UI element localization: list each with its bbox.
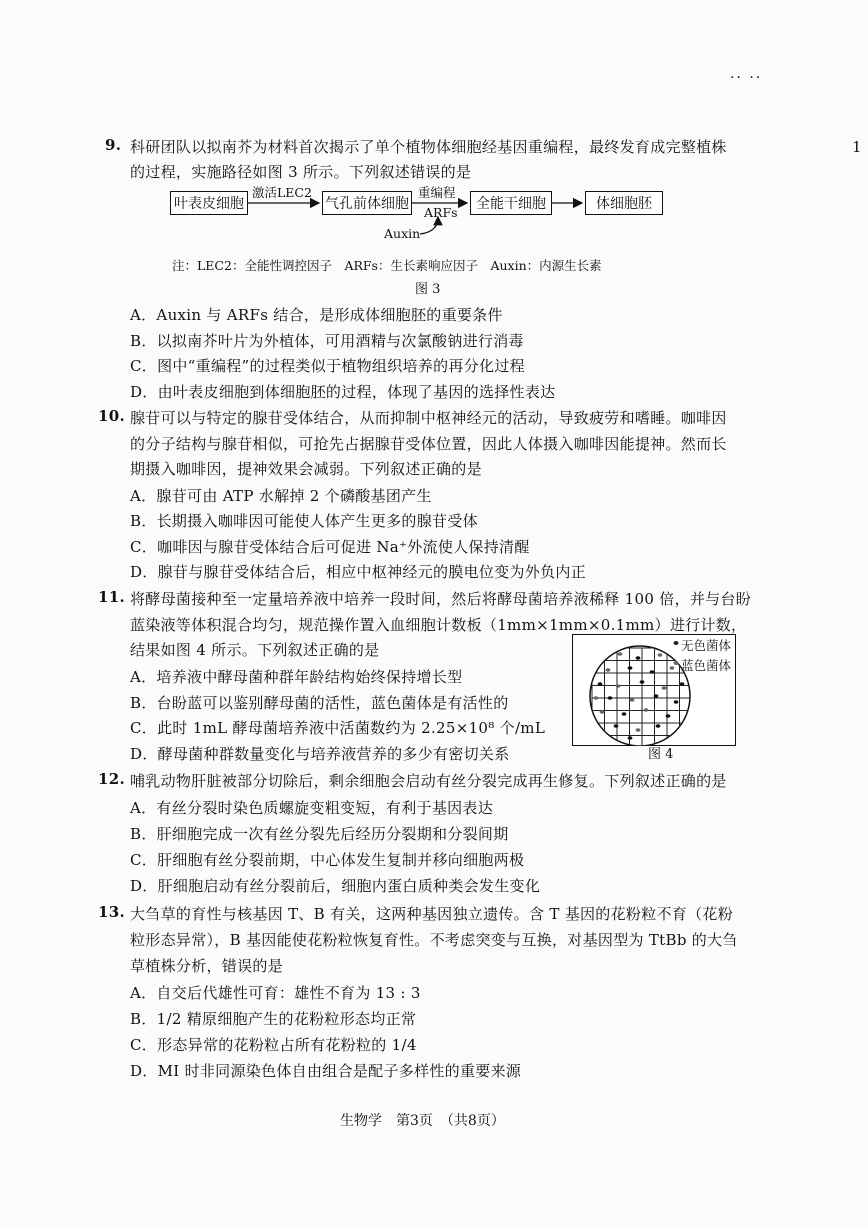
colorless-cell	[640, 680, 645, 684]
colorless-cell	[600, 654, 605, 658]
q9-option-b: B．以拟南芥叶片为外植体，可用酒精与次氯酸钠进行消毒	[130, 332, 524, 350]
q13-stem-line2: 粒形态异常），B 基因能使花粉粒恢复育性。不考虑突变与互换，对基因型为 TtBb 的大刍	[130, 931, 738, 949]
blue-cell	[616, 684, 621, 688]
colorless-cell	[674, 700, 679, 704]
blue-cell	[618, 652, 623, 656]
legend-blue-label: 蓝色菌体	[681, 658, 732, 673]
q13-stem-line1: 大刍草的育性与核基因 T、B 有关，这两种基因独立遗传。含 T 基因的花粉粒不育（花粉	[130, 905, 734, 923]
q9-option-c: C．图中“重编程”的过程类似于植物组织培养的再分化过程	[130, 357, 525, 375]
blue-cell	[658, 653, 663, 657]
q9-stem-line1: 科研团队以拟南芥为材料首次揭示了单个植物体细胞经基因重编程，最终发育成完整植株	[130, 138, 727, 156]
flow-box-stomatal-precursor: 气孔前体细胞	[322, 191, 412, 215]
q10-option-b: B．长期摄入咖啡因可能使人体产生更多的腺苷受体	[130, 512, 478, 530]
blue-cell	[644, 708, 649, 712]
flow-box-totipotent-stem: 全能干细胞	[470, 191, 552, 215]
q9-option-a: A．Auxin 与 ARFs 结合，是形成体细胞胚的重要条件	[130, 306, 503, 324]
q13-option-d: D．MI 时非同源染色体自由组合是配子多样性的重要来源	[130, 1062, 522, 1080]
blue-cell	[630, 698, 635, 702]
q13-option-b: B．1/2 精原细胞产生的花粉粒形态均正常	[130, 1010, 417, 1028]
flow-box-leaf-epidermal: 叶表皮细胞	[170, 191, 248, 215]
auxin-arrow	[420, 217, 438, 234]
q11-stem-line3: 结果如图 4 所示。下列叙述正确的是	[130, 641, 380, 659]
q10-option-c: C．咖啡因与腺苷受体结合后可促进 Na⁺外流使人保持清醒	[130, 538, 530, 556]
colorless-cell	[614, 724, 619, 728]
figure-3-note: 注：LEC2：全能性调控因子 ARFs：生长素响应因子 Auxin：内源生长素	[172, 258, 602, 273]
q9-option-d: D．由叶表皮细胞到体细胞胚的过程，体现了基因的选择性表达	[130, 383, 556, 401]
colorless-cell	[636, 656, 641, 660]
colorless-cell	[666, 714, 671, 718]
arrow2-label-top: 重编程	[418, 185, 456, 200]
blue-cell	[606, 668, 611, 672]
q13-option-a: A．自交后代雄性可育：雄性不育为 13 : 3	[130, 984, 421, 1002]
flow-box-somatic-embryo: 体细胞胚	[585, 191, 663, 215]
colorless-cell	[654, 694, 659, 698]
legend-dot-colorless	[674, 641, 679, 645]
legend-colorless-label: 无色菌体	[681, 638, 732, 653]
q12-option-a: A．有丝分裂时染色质螺旋变粗变短，有利于基因表达	[130, 799, 494, 817]
legend-dot-blue	[674, 661, 679, 665]
q9-number: 9.	[105, 136, 122, 154]
blue-cell	[600, 710, 605, 714]
colorless-cell	[656, 724, 661, 728]
colorless-cell	[628, 666, 633, 670]
q13-stem-line3: 草植株分析，错误的是	[130, 957, 284, 975]
colorless-cell	[622, 712, 627, 716]
q13-option-c: C．形态异常的花粉粒占所有花粉粒的 1/4	[130, 1036, 417, 1054]
q9-stem-line2: 的过程，实施路径如图 3 所示。下列叙述错误的是	[130, 163, 472, 181]
q11-number: 11.	[98, 588, 125, 606]
q11-stem-line2: 蓝染液等体积混合均匀，规范操作置入血细胞计数板（1mm×1mm×0.1mm）进行计数，	[130, 616, 747, 634]
blue-cell	[636, 728, 641, 732]
blue-cell	[670, 666, 675, 670]
q10-stem-line2: 的分子结构与腺苷相似，可抢先占据腺苷受体位置，因此人体摄入咖啡因能提神。然而长	[130, 435, 727, 453]
colorless-cell	[608, 696, 613, 700]
edge-mark: 1	[852, 138, 862, 156]
auxin-label: Auxin	[384, 226, 421, 241]
q12-option-c: C．肝细胞有丝分裂前期，中心体发生复制并移向细胞两极	[130, 851, 525, 869]
q10-number: 10.	[98, 407, 125, 425]
arrow2-label-bottom: ARFs	[424, 205, 458, 220]
colorless-cell	[598, 682, 603, 686]
colorless-cell	[628, 736, 633, 740]
q10-stem-line3: 期摄入咖啡因，提神效果会减弱。下列叙述正确的是	[130, 460, 482, 478]
colorless-cell	[680, 682, 685, 686]
q12-option-d: D．肝细胞启动有丝分裂前后，细胞内蛋白质种类会发生变化	[130, 877, 541, 895]
q12-option-b: B．肝细胞完成一次有丝分裂先后经历分裂期和分裂间期	[130, 825, 509, 843]
q10-option-a: A．腺苷可由 ATP 水解掉 2 个磷酸基团产生	[130, 487, 432, 505]
arrow1-label: 激活LEC2	[252, 185, 312, 200]
q12-number: 12.	[98, 770, 125, 788]
q11-option-b: B．台盼蓝可以鉴别酵母菌的活性，蓝色菌体是有活性的	[130, 694, 509, 712]
q11-stem-line1: 将酵母菌接种至一定量培养液中培养一段时间，然后将酵母菌培养液稀释 100 倍，并与台盼	[130, 590, 752, 608]
q10-option-d: D．腺苷与腺苷受体结合后，相应中枢神经元的膜电位变为外负内正	[130, 563, 587, 581]
q11-option-a: A．培养液中酵母菌种群年龄结构始终保持增长型	[130, 668, 463, 686]
q11-option-c: C．此时 1mL 酵母菌培养液中活菌数约为 2.25×10⁸ 个/mL	[130, 719, 546, 737]
figure-4-label: 图 4	[648, 747, 674, 762]
q11-option-d: D．酵母菌种群数量变化与培养液营养的多少有密切关系	[130, 745, 510, 763]
figure-3-label: 图 3	[415, 282, 441, 297]
blue-cell	[662, 686, 667, 690]
blue-cell	[594, 696, 599, 700]
header-mark: ·· ··	[730, 70, 763, 86]
flow-arrows	[0, 0, 868, 260]
q12-stem-line1: 哺乳动物肝脏被部分切除后，剩余细胞会启动有丝分裂完成再生修复。下列叙述正确的是	[130, 772, 727, 790]
colorless-cell	[650, 670, 655, 674]
q10-stem-line1: 腺苷可以与特定的腺苷受体结合，从而抑制中枢神经元的活动，导致疲劳和嗜睡。咖啡因	[130, 409, 727, 427]
q13-number: 13.	[98, 903, 125, 921]
page-footer: 生物学 第3页 （共8页）	[340, 1113, 505, 1129]
